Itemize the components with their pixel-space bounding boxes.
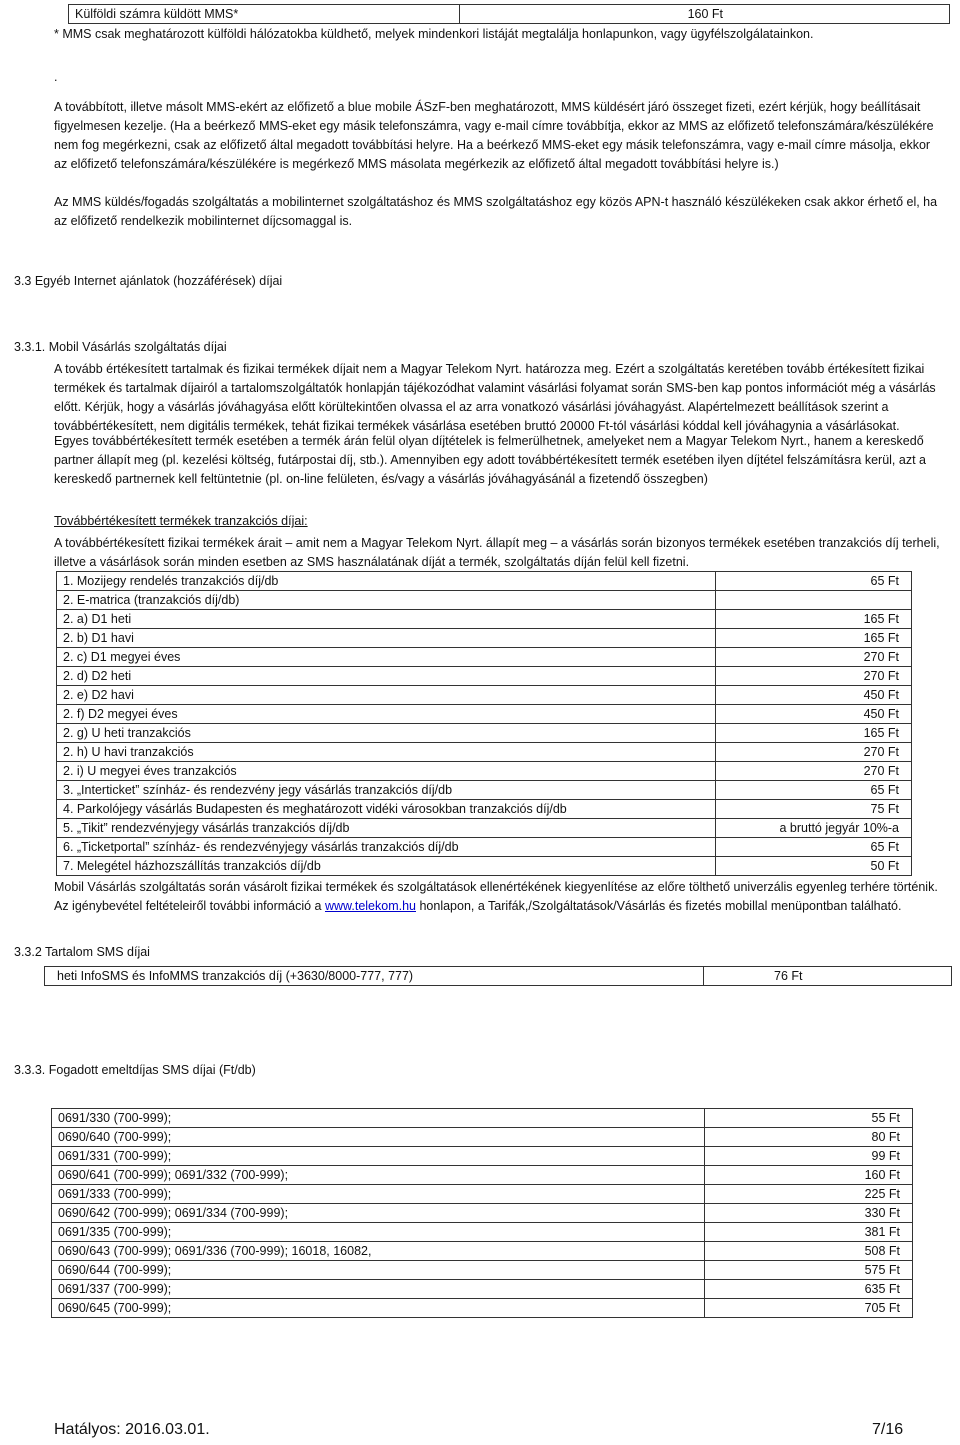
row-label: 2. f) D2 megyei éves	[57, 705, 716, 724]
row-value: 165 Ft	[716, 610, 912, 629]
table-row	[57, 819, 912, 838]
row-value: 165 Ft	[716, 724, 912, 743]
row-value: 381 Ft	[705, 1223, 913, 1242]
stray-dot: .	[54, 70, 58, 84]
table-row	[57, 743, 912, 762]
info-note-prefix: Az igénybevétel feltételeiről további információ a	[54, 899, 325, 913]
section-3-3-3-title: 3.3.3. Fogadott emeltdíjas SMS díjai (Ft/db)	[14, 1063, 256, 1077]
row-value: 65 Ft	[716, 572, 912, 591]
row-label: 4. Parkolójegy vásárlás Budapesten és meghatározott vidéki városokban tranzakciós díj/db	[57, 800, 716, 819]
row-value: 450 Ft	[716, 686, 912, 705]
balance-note: Mobil Vásárlás szolgáltatás során vásárolt fizikai termékek és szolgáltatások ellenértékének kiegyenlítése az előre tölthető univerzális egyenleg terhére történik.	[54, 880, 938, 894]
row-label: 0691/331 (700-999);	[52, 1147, 705, 1166]
table-row	[52, 1166, 913, 1185]
table-row	[52, 1147, 913, 1166]
row-label: 0690/642 (700-999); 0691/334 (700-999);	[52, 1204, 705, 1223]
row-value: 450 Ft	[716, 705, 912, 724]
row-value: 508 Ft	[705, 1242, 913, 1261]
forward-paragraph: A továbbított, illetve másolt MMS-ekért az előfizető a blue mobile ÁSzF-ben meghatározott, MMS küldésért járó összeget fizeti, ezért kérjük, hogy beállításait figyelmesen kezelje. (Ha a beérkező MMS-eket egy másik telefonszámra, vagy e-mail címre továbbítja, ekkor az MMS az előfizető telefonszámára/készülékére nem fog megérkezni, csak az előfizető által megadott továbbítási helyre. Ha a beérkező MMS-eket egy másik telefonszámra, vagy e-mail címre másolja, ekkor az előfizető telefonszámára/készülékére is megérkező MMS másolata megérkezik az előfizető által megadott továbbítási helyre is.)	[54, 100, 934, 171]
mobil-vasarlas-paragraph-2: Egyes továbbértékesített termék esetében a termék árán felül olyan díjtételek is felmerülhetnek, amelyeket nem a Magyar Telekom Nyrt., hanem a kereskedő partner állapít meg (pl. kezelési költség, futárpostai díj, stb.). Amennyiben egy adott továbbértékesített termék esetében ilyen díjtétel felszámításra kerül, azt a kereskedő partnernek kell feltüntetnie (pl. on-line felületen, és/vagy a vásárlás jóváhagyásánál a fizetendő összegben)	[54, 434, 926, 486]
table-row	[52, 1204, 913, 1223]
row-value: 55 Ft	[705, 1109, 913, 1128]
row-label: Külföldi számra küldött MMS*	[69, 5, 460, 24]
row-label: 0691/330 (700-999);	[52, 1109, 705, 1128]
row-label: 2. a) D1 heti	[57, 610, 716, 629]
row-value: 80 Ft	[705, 1128, 913, 1147]
row-label: 6. „Ticketportal” színház- és rendezvényjegy vásárlás tranzakciós díj/db	[57, 838, 716, 857]
row-label: 0690/643 (700-999); 0691/336 (700-999); 16018, 16082,	[52, 1242, 705, 1261]
premium-sms-table	[51, 1108, 913, 1318]
section-3-3-2-title: 3.3.2 Tartalom SMS díjai	[14, 945, 150, 959]
row-label: 2. b) D1 havi	[57, 629, 716, 648]
row-value: 705 Ft	[705, 1299, 913, 1318]
table-row	[52, 1280, 913, 1299]
effective-date: Hatályos: 2016.03.01.	[54, 1421, 210, 1438]
row-value: a bruttó jegyár 10%-a	[716, 819, 912, 838]
info-note-suffix: honlapon, a Tarifák,/Szolgáltatások/Vásárlás és fizetés mobillal menüpontban található.	[416, 899, 902, 913]
info-note	[54, 897, 944, 916]
row-value: 635 Ft	[705, 1280, 913, 1299]
row-label: 0691/335 (700-999);	[52, 1223, 705, 1242]
mobil-vasarlas-paragraph-1: A tovább értékesített tartalmak és fizikai termékek díjait nem a Magyar Telekom Nyrt. határozza meg. Ezért a szolgáltatás keretében tovább értékesített fizikai termékek és tartalmak díjairól a tartalomszolgáltatók honlapján tájékozódhat valamint vásárlási folyamat során SMS-ben kap pontos információt még a vásárlás előtt. Kérjük, hogy a vásárlás jóváhagyása előtt körültekintően olvassa el az arra vonatkozó vásárlási jóváhagyást. Alapértelmezett beállítások szerint a továbbértékesített, nem digitális termékek, tehát fizikai termékek vásárlása esetében bruttó 20000 Ft-tól vásárlási kóddal kell jóváhagynia a vásárlásokat.	[54, 362, 936, 433]
row-value: 270 Ft	[716, 743, 912, 762]
page-number: 7/16	[872, 1421, 904, 1438]
table-row	[57, 667, 912, 686]
row-label: 2. i) U megyei éves tranzakciós	[57, 762, 716, 781]
row-label: heti InfoSMS és InfoMMS tranzakciós díj (+3630/8000-777, 777)	[45, 967, 704, 986]
table-row	[52, 1242, 913, 1261]
row-label: 0690/645 (700-999);	[52, 1299, 705, 1318]
table-row	[57, 800, 912, 819]
telekom-link[interactable]: www.telekom.hu	[324, 899, 416, 913]
row-value: 330 Ft	[705, 1204, 913, 1223]
row-label: 0691/337 (700-999);	[52, 1280, 705, 1299]
apn-paragraph: Az MMS küldés/fogadás szolgáltatás a mobilinternet szolgáltatáshoz és MMS szolgáltatáshoz egy közös APN-t használó készülékeken csak akkor érhető el, ha az előfizető rendelkezik mobilinternet díjcsomaggal is.	[54, 195, 938, 228]
table-row	[52, 1223, 913, 1242]
row-label: 2. d) D2 heti	[57, 667, 716, 686]
table-row	[57, 629, 912, 648]
row-label: 2. h) U havi tranzakciós	[57, 743, 716, 762]
row-label: 5. „Tikit” rendezvényjegy vásárlás tranzakciós díj/db	[57, 819, 716, 838]
row-label: 0690/641 (700-999); 0691/332 (700-999);	[52, 1166, 705, 1185]
table-row	[52, 1299, 913, 1318]
row-value: 225 Ft	[705, 1185, 913, 1204]
table-row	[69, 5, 950, 24]
row-label: 2. e) D2 havi	[57, 686, 716, 705]
row-value: 270 Ft	[716, 648, 912, 667]
section-3-3-1-title: 3.3.1. Mobil Vásárlás szolgáltatás díjai	[14, 340, 227, 354]
table-row	[45, 967, 952, 986]
table-row	[57, 705, 912, 724]
row-label: 0690/640 (700-999);	[52, 1128, 705, 1147]
row-label: 2. E-matrica (tranzakciós díj/db)	[57, 591, 716, 610]
row-value: 270 Ft	[716, 762, 912, 781]
table-row	[52, 1128, 913, 1147]
row-label: 1. Mozijegy rendelés tranzakciós díj/db	[57, 572, 716, 591]
row-value: 50 Ft	[716, 857, 912, 876]
row-value: 76 Ft	[704, 967, 952, 986]
row-label: 2. c) D1 megyei éves	[57, 648, 716, 667]
table-row	[52, 1109, 913, 1128]
row-value: 75 Ft	[716, 800, 912, 819]
table-row	[57, 857, 912, 876]
table-row	[57, 724, 912, 743]
table-row	[57, 762, 912, 781]
table-row	[57, 572, 912, 591]
table-row	[57, 591, 912, 610]
transaction-fees-table	[56, 571, 912, 876]
row-value: 160 Ft	[460, 5, 950, 24]
row-label: 0691/333 (700-999);	[52, 1185, 705, 1204]
row-value: 270 Ft	[716, 667, 912, 686]
table-row	[57, 686, 912, 705]
content-sms-table	[44, 966, 952, 986]
mms-footnote: * MMS csak meghatározott külföldi hálózatokba küldhető, melyek mindenkori listáját megtalálja honlapunkon, vagy ügyfélszolgálatainkon.	[54, 27, 814, 41]
row-value: 65 Ft	[716, 838, 912, 857]
row-value: 575 Ft	[705, 1261, 913, 1280]
section-3-3-title: 3.3 Egyéb Internet ajánlatok (hozzáférések) díjai	[14, 274, 283, 288]
table-row	[52, 1185, 913, 1204]
row-label: 3. „Interticket” színház- és rendezvény jegy vásárlás tranzakciós díj/db	[57, 781, 716, 800]
row-value: 99 Ft	[705, 1147, 913, 1166]
transaction-fees-subheading: Továbbértékesített termékek tranzakciós díjai:	[54, 514, 308, 528]
table-row	[57, 781, 912, 800]
row-value: 65 Ft	[716, 781, 912, 800]
row-value: 165 Ft	[716, 629, 912, 648]
transaction-fees-paragraph: A továbbértékesített fizikai termékek árait – amit nem a Magyar Telekom Nyrt. állapít meg – a vásárlás során bizonyos termékek esetében tranzakciós díj terheli, illetve a vásárlások során minden esetben az SMS használatának díját a termék, szolgáltatás díján felül kell fizetni.	[54, 536, 940, 569]
row-label: 2. g) U heti tranzakciós	[57, 724, 716, 743]
row-value	[716, 591, 912, 610]
table-row	[52, 1261, 913, 1280]
row-value: 160 Ft	[705, 1166, 913, 1185]
row-label: 0690/644 (700-999);	[52, 1261, 705, 1280]
table-row	[57, 838, 912, 857]
row-label: 7. Melegétel házhozszállítás tranzakciós díj/db	[57, 857, 716, 876]
table-row	[57, 610, 912, 629]
table-row	[57, 648, 912, 667]
top-price-table	[68, 4, 950, 24]
